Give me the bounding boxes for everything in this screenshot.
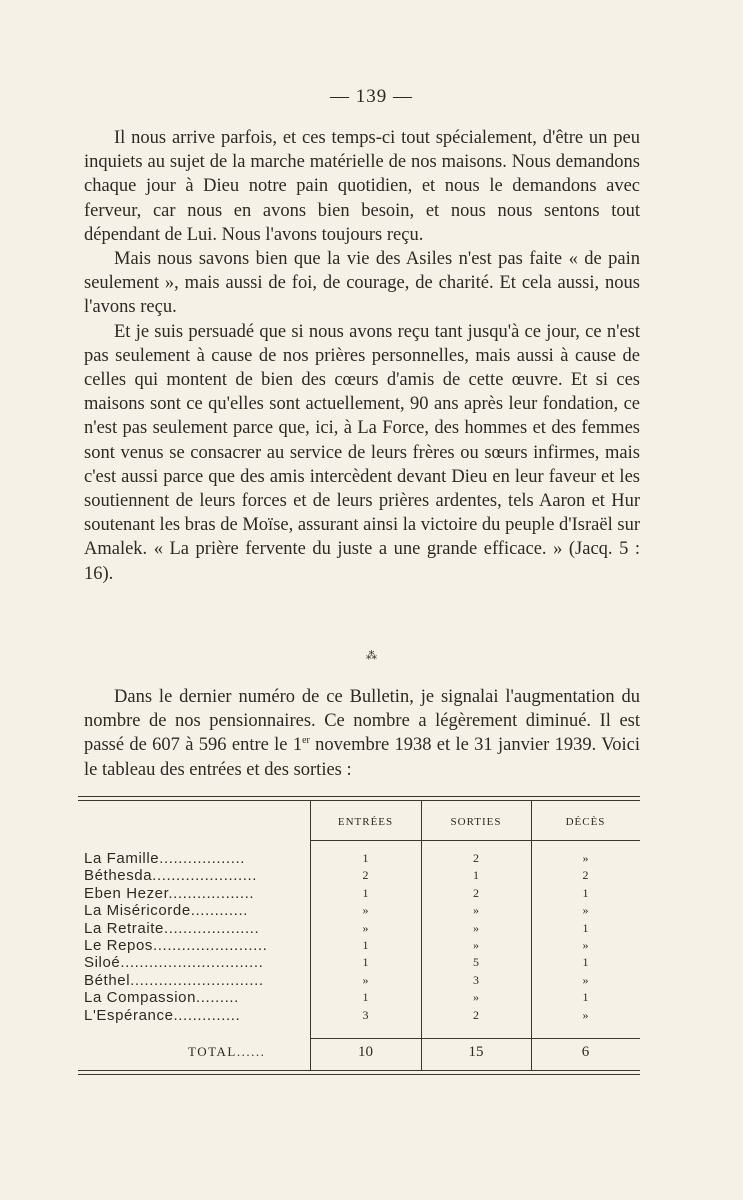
table-cell-deces: » xyxy=(582,903,589,918)
table-top-rule xyxy=(78,796,640,797)
table-bottom-rule xyxy=(78,1070,640,1071)
total-label: TOTAL...... xyxy=(188,1044,266,1059)
table-cell-entrees: 1 xyxy=(362,990,369,1005)
total-rule xyxy=(310,1038,640,1039)
table-cell-deces: 1 xyxy=(582,885,589,900)
table-cell-entrees: 1 xyxy=(362,955,369,970)
paragraph: Et je suis persuadé que si nous avons reçu tant jusqu'à ce jour, ce n'est pas seulement à cause de nos prières personnelles, mais aussi à cause de celles qui montent de bien des cœurs d'amis de cette œuvre. Et si ces maisons sont ce qu'elles sont actuellement, 90 ans après leur fondation, ce n'est pas seulement parce que, ici, à La Force, des hommes et des femmes sont venus se consacrer au service de leurs frères ou sœurs infirmes, mais c'est aussi parce que des amis intercèdent devant Dieu en leur faveur et les soutiennent de leurs forces et de leurs prières ardentes, tels Aaron et Hur soutenant les bras de Moïse, assurant ainsi la victoire du peuple d'Israël sur Amalek. « La prière fervente du juste a une grande efficace. » (Jacq. 5 : 16). xyxy=(84,321,640,584)
table-cell-deces: 1 xyxy=(582,920,589,935)
admissions-table xyxy=(78,796,640,1086)
table-cell-sorties: 2 xyxy=(473,1007,479,1022)
header-deces: DÉCÈS xyxy=(565,816,606,828)
table-bottom-rule-2 xyxy=(78,1074,640,1075)
table-cell-sorties: 2 xyxy=(473,851,479,865)
table-top-rule-2 xyxy=(78,800,640,801)
table-cell-deces: 1 xyxy=(582,990,589,1005)
table-row-label: La Compassion......... xyxy=(84,989,239,1007)
table-cell-entrees: 1 xyxy=(362,885,369,900)
total-deces: 6 xyxy=(581,1044,590,1060)
table-cell-entrees: » xyxy=(362,920,369,935)
paragraph: Mais nous savons bien que la vie des Asiles n'est pas faite « de pain seulement », mais aussi de foi, de courage, de charité. Et cela aussi, nous l'avons reçu. xyxy=(84,249,640,318)
table-cell-sorties: » xyxy=(473,920,479,935)
table-row-label: La Retraite.................... xyxy=(84,919,260,937)
table-cell-entrees: 2 xyxy=(362,868,369,883)
table-cell-entrees: 3 xyxy=(362,1007,369,1022)
table-cell-sorties: 3 xyxy=(473,972,479,987)
table-cell-entrees: 1 xyxy=(362,851,369,865)
header-sorties: SORTIES xyxy=(450,816,502,828)
table-cell-entrees: » xyxy=(362,903,369,918)
table-row-label: La Miséricorde............ xyxy=(84,902,248,920)
table-row-label: La Famille.................. xyxy=(84,850,246,867)
table-row-label: Siloé.............................. xyxy=(84,954,264,972)
table-row-label: Béthesda...................... xyxy=(84,867,258,885)
table-cell-sorties: 1 xyxy=(473,868,479,883)
table-row-label: Béthel............................ xyxy=(84,971,264,989)
total-entrees: 10 xyxy=(358,1044,373,1060)
body-text xyxy=(84,126,640,586)
table-cell-deces: » xyxy=(582,1007,589,1022)
table-cell-deces: 1 xyxy=(582,955,589,970)
total-sorties: 15 xyxy=(468,1044,484,1060)
table-cell-sorties: 2 xyxy=(473,885,479,900)
page-number: — 139 — xyxy=(330,86,413,107)
table-cell-sorties: » xyxy=(473,903,479,918)
table-cell-deces: 2 xyxy=(582,868,589,883)
table-cell-sorties: » xyxy=(473,938,479,952)
table-cell-entrees: » xyxy=(362,972,369,987)
table-cell-entrees: 1 xyxy=(362,938,369,952)
paragraph: Dans le dernier numéro de ce Bulletin, je signalai l'augmentation du nombre de nos pensionnaires. Ce nombre a légèrement diminué. Il est passé de 607 à 596 entre le 1er novembre 1938 et le 31 janvier 1939. Voici le tableau des entrées et des sorties : xyxy=(84,687,640,780)
table-row-label: Le Repos........................ xyxy=(84,937,268,954)
table-cell-deces: » xyxy=(582,938,589,952)
table-row-label: Eben Hezer.................. xyxy=(84,884,255,902)
table-cell-deces: » xyxy=(582,972,589,987)
header-rule xyxy=(310,840,640,841)
paragraph: Il nous arrive parfois, et ces temps-ci tout spécialement, d'être un peu inquiets au sujet de la marche matérielle de nos maisons. Nous demandons chaque jour à Dieu notre pain quotidien, et nous le demandons avec ferveur, car nous en avons bien besoin, et nous nous sentons tout dépendant de Lui. Nous l'avons toujours reçu. xyxy=(84,128,640,245)
table-cell-deces: » xyxy=(582,851,589,865)
table-cell-sorties: 5 xyxy=(473,955,479,970)
body-text-2 xyxy=(84,685,640,782)
header-entrees: ENTRÉES xyxy=(337,816,394,828)
table-row-label: L'Espérance.............. xyxy=(84,1006,241,1024)
table-cell-sorties: » xyxy=(473,990,479,1005)
section-separator: ⁂ xyxy=(366,650,377,662)
